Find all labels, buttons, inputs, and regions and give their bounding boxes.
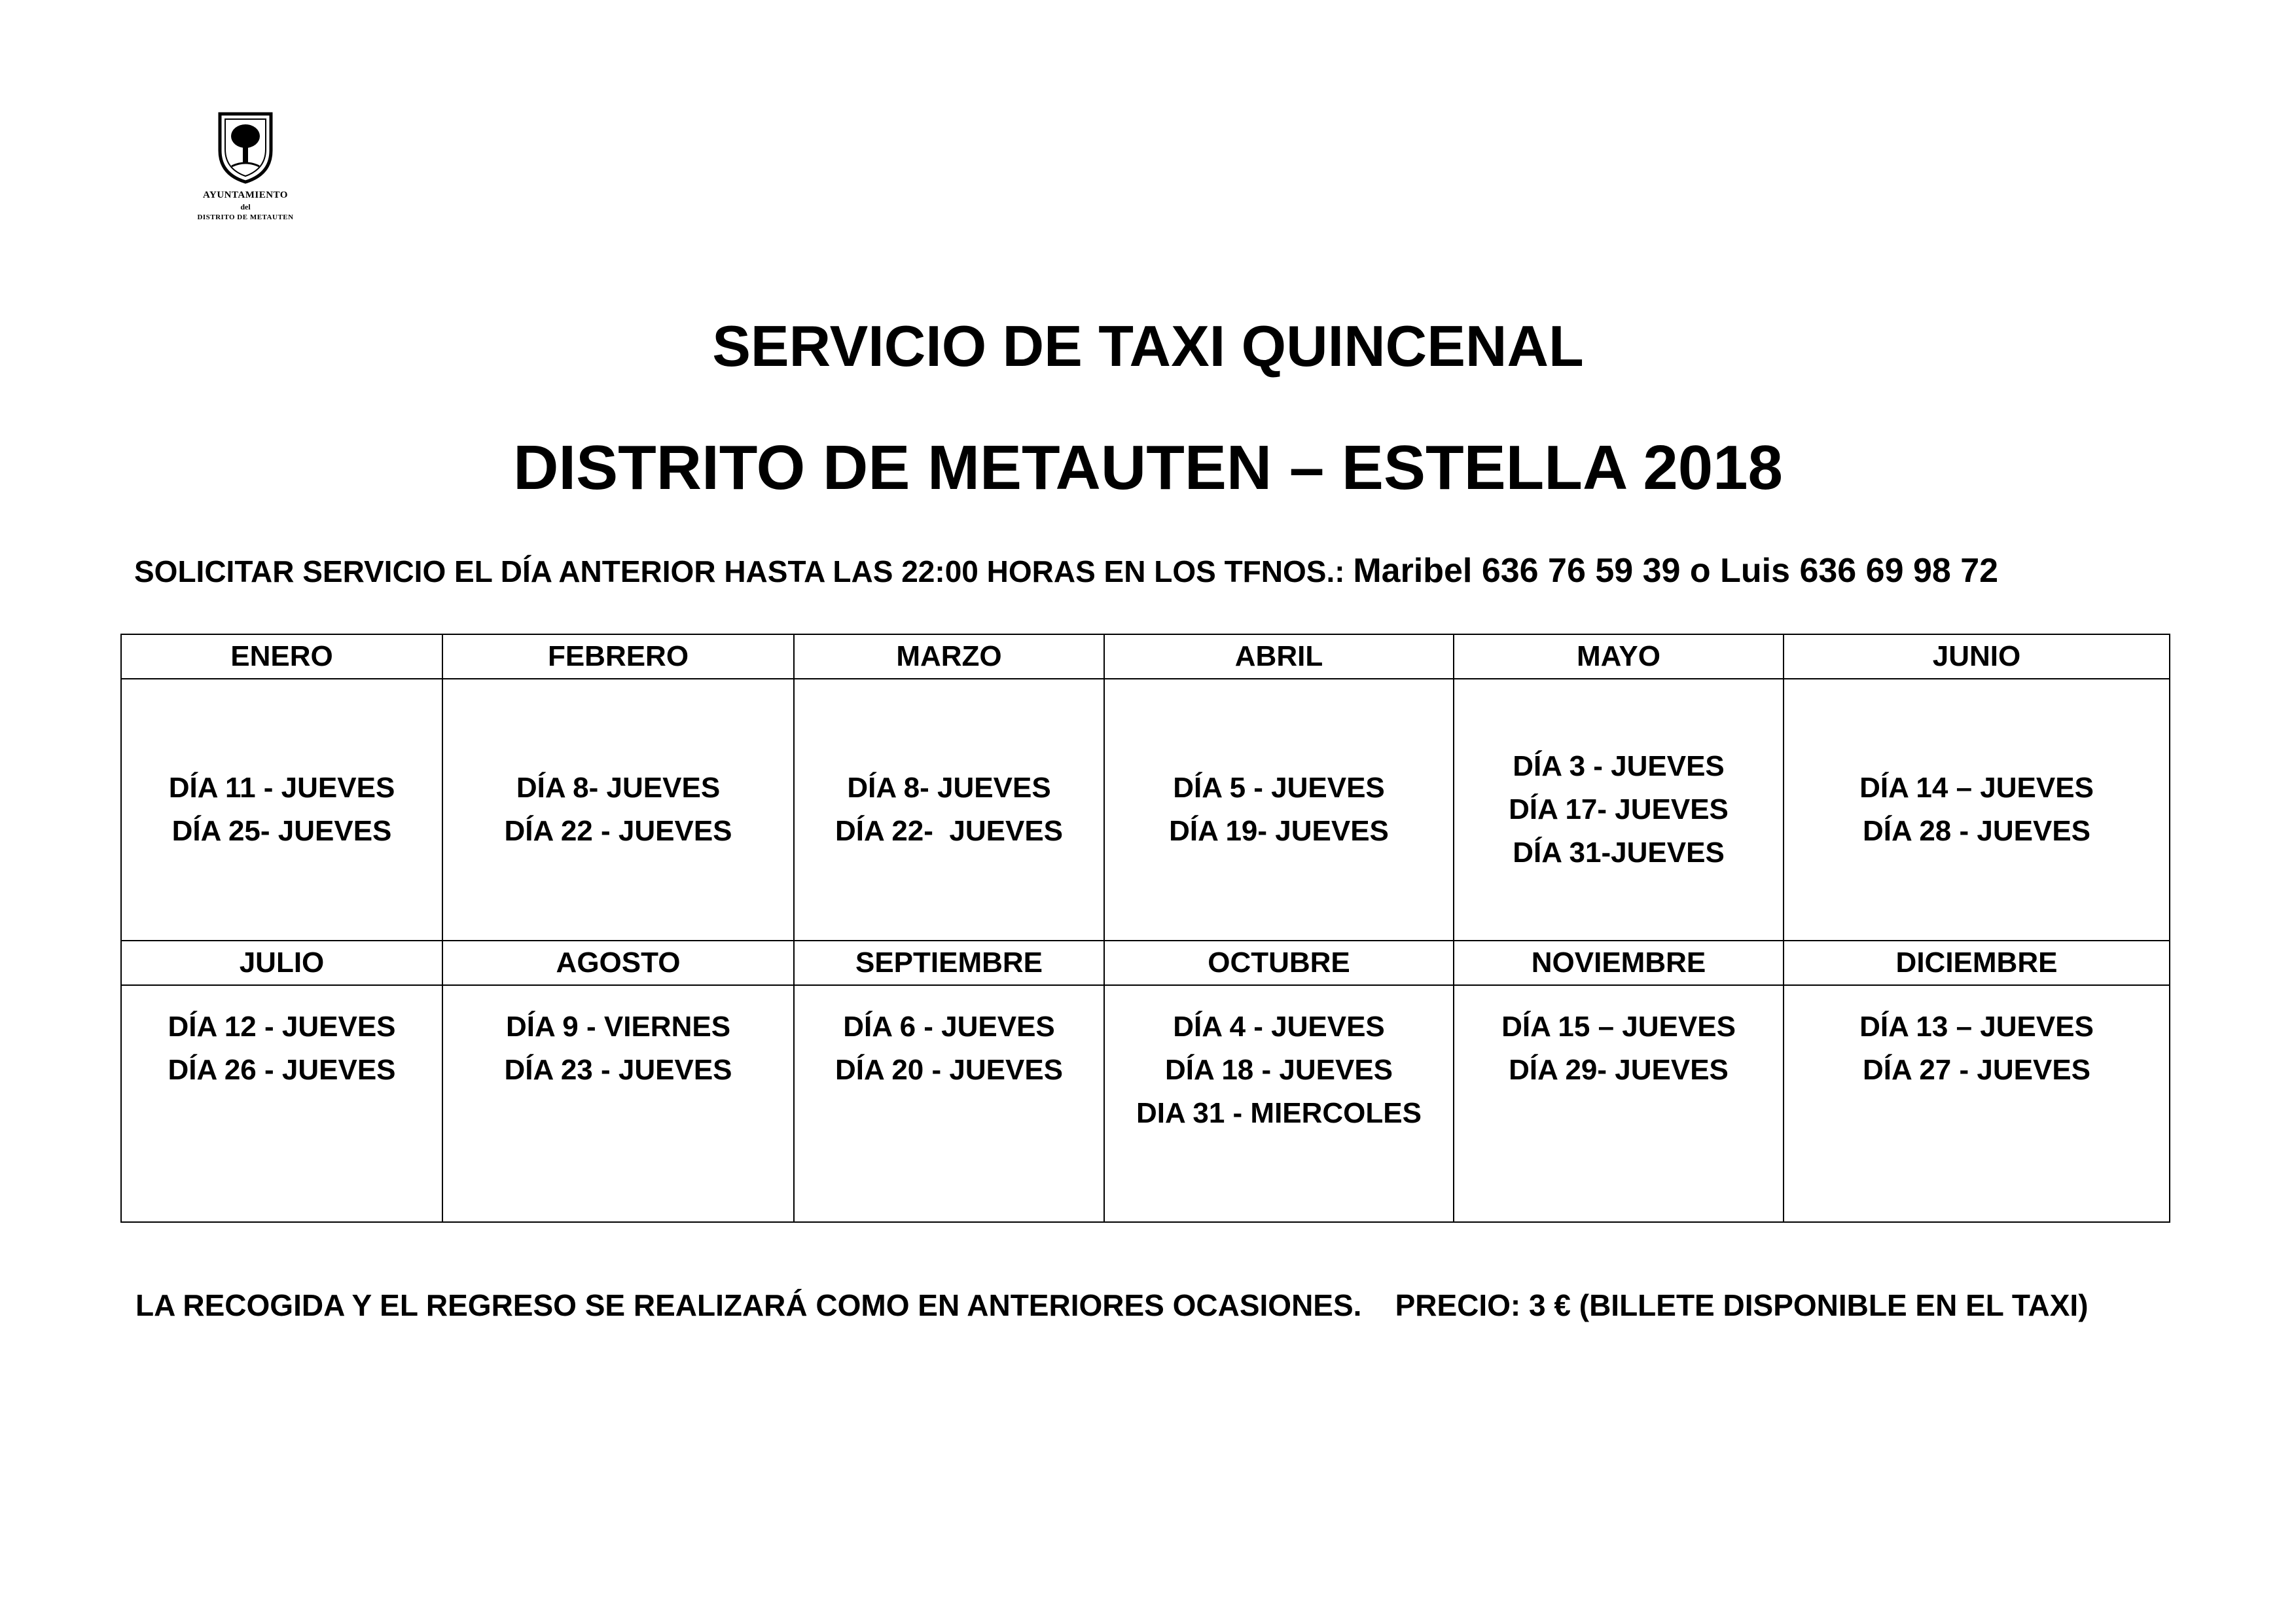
service-day: DÍA 28 - JUEVES	[1862, 815, 2091, 847]
service-day: DÍA 23 - JUEVES	[504, 1054, 732, 1086]
month-header-row	[121, 941, 2170, 985]
days-cell	[1104, 985, 1454, 1222]
days-cell	[794, 985, 1104, 1222]
service-day: DÍA 11 - JUEVES	[168, 772, 395, 804]
days-cell	[1784, 985, 2170, 1222]
month-header: JULIO	[121, 941, 442, 985]
month-header: SEPTIEMBRE	[794, 941, 1104, 985]
month-header: OCTUBRE	[1104, 941, 1454, 985]
service-day: DIA 31 - MIERCOLES	[1136, 1097, 1422, 1129]
month-header: JUNIO	[1784, 634, 2170, 679]
days-cell	[1454, 985, 1784, 1222]
service-day: DÍA 26 - JUEVES	[168, 1054, 396, 1086]
days-cell	[121, 679, 442, 941]
service-day: DÍA 27 - JUEVES	[1862, 1054, 2091, 1086]
days-cell	[1104, 679, 1454, 941]
service-day: DÍA 12 - JUEVES	[168, 1011, 396, 1043]
days-cell	[1454, 679, 1784, 941]
days-row	[121, 985, 2170, 1222]
page-title: SERVICIO DE TAXI QUINCENAL	[712, 314, 1584, 378]
month-header: ABRIL	[1104, 634, 1454, 679]
service-day: DÍA 18 - JUEVES	[1164, 1054, 1393, 1086]
days-cell	[442, 679, 794, 941]
municipal-logo	[177, 111, 314, 221]
service-day: DÍA 8- JUEVES	[847, 772, 1051, 804]
days-cell	[794, 679, 1104, 941]
coat-of-arms-icon	[217, 111, 274, 185]
logo-line-1: AYUNTAMIENTO	[203, 190, 288, 200]
service-day: DÍA 22 - JUEVES	[504, 815, 732, 847]
service-day: DÍA 3 - JUEVES	[1513, 750, 1725, 782]
service-day: DÍA 15 – JUEVES	[1501, 1011, 1736, 1043]
taxi-schedule-table	[120, 634, 2170, 1223]
month-header-row	[121, 634, 2170, 679]
month-header: MARZO	[794, 634, 1104, 679]
service-day: DÍA 6 - JUEVES	[843, 1011, 1055, 1043]
footer-note: LA RECOGIDA Y EL REGRESO SE REALIZARÁ COMO EN ANTERIORES OCASIONES. PRECIO: 3 € (BILLETE DISPONIBLE EN EL TAXI)	[135, 1288, 2089, 1322]
service-day: DÍA 29- JUEVES	[1509, 1054, 1729, 1086]
service-day: DÍA 9 - VIERNES	[505, 1011, 731, 1043]
service-day: DÍA 31-JUEVES	[1513, 837, 1725, 869]
page-subtitle: DISTRITO DE METAUTEN – ESTELLA 2018	[513, 433, 1783, 503]
service-day: DÍA 13 – JUEVES	[1859, 1011, 2094, 1043]
days-cell	[442, 985, 794, 1222]
request-text: SOLICITAR SERVICIO EL DÍA ANTERIOR HASTA LAS 22:00 HORAS EN LOS TFNOS.:	[134, 554, 1345, 588]
service-day: DÍA 19- JUEVES	[1169, 815, 1389, 847]
request-contacts: Maribel 636 76 59 39 o Luis 636 69 98 72	[1353, 552, 1999, 590]
service-day: DÍA 14 – JUEVES	[1859, 772, 2094, 804]
days-cell	[121, 985, 442, 1222]
month-header: AGOSTO	[442, 941, 794, 985]
service-day: DÍA 20 - JUEVES	[834, 1054, 1064, 1086]
month-header: DICIEMBRE	[1784, 941, 2170, 985]
days-row	[121, 679, 2170, 941]
month-header: MAYO	[1454, 634, 1784, 679]
days-cell	[1784, 679, 2170, 941]
request-instructions	[134, 551, 1998, 590]
service-day: DÍA 5 - JUEVES	[1173, 772, 1385, 804]
service-day: DÍA 8- JUEVES	[516, 772, 721, 804]
service-day: DÍA 25- JUEVES	[171, 815, 392, 847]
service-day: DÍA 22- JUEVES	[834, 815, 1064, 847]
month-header: FEBRERO	[442, 634, 794, 679]
month-header: ENERO	[121, 634, 442, 679]
logo-line-2: del	[240, 202, 251, 211]
logo-line-3: DISTRITO DE METAUTEN	[197, 213, 294, 221]
month-header: NOVIEMBRE	[1454, 941, 1784, 985]
service-day: DÍA 17- JUEVES	[1509, 793, 1729, 825]
service-day: DÍA 4 - JUEVES	[1173, 1011, 1385, 1043]
